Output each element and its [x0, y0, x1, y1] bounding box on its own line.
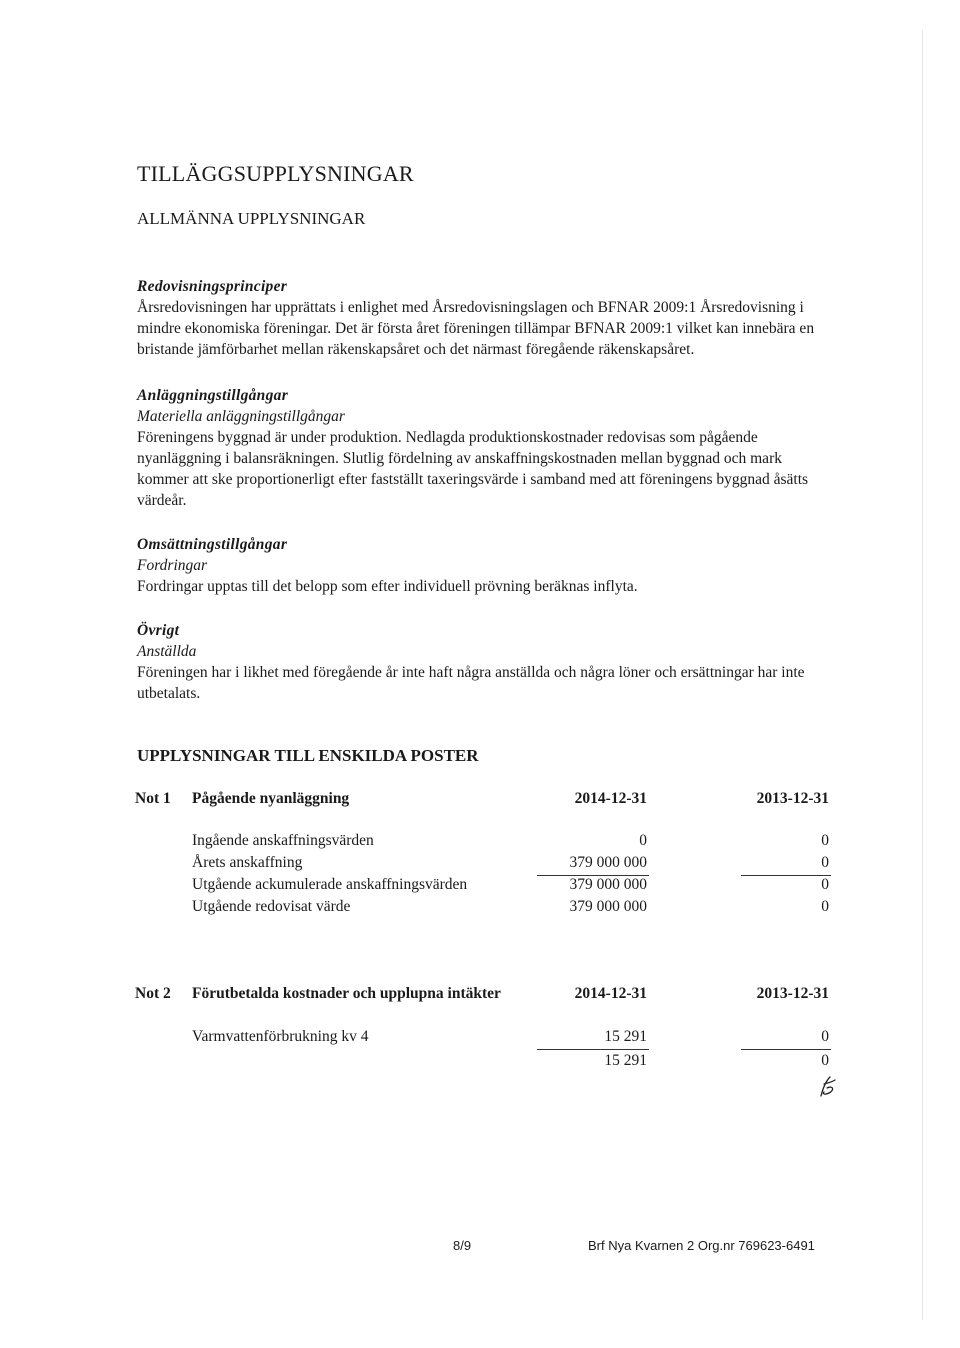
- row-label: Utgående ackumulerade anskaffningsvärden: [192, 876, 468, 893]
- column-header-2014: 2014-12-31: [574, 985, 647, 1002]
- sum-underline: [741, 1049, 831, 1050]
- enskilda-poster-heading: UPPLYSNINGAR TILL ENSKILDA POSTER: [137, 746, 479, 765]
- section-text: Årsredovisningen har upprättats i enlighet med Årsredovisningslagen och BFNAR 2009:1 Årsredovisning i mindre ekonomiska föreningar. Det är första året föreningen tillämpar BFNAR 2009:1 vilket kan innebära en bristande jämförbarhet mellan räkenskapsåret och det närmast föregående räkenskapsåret.: [137, 299, 815, 358]
- page-edge-line: [922, 30, 923, 1320]
- total-value-2014: 15 291: [604, 1052, 647, 1069]
- row-value-2014: 15 291: [604, 1028, 647, 1045]
- note-title: Pågående nyanläggning: [192, 790, 350, 807]
- row-label: Varmvattenförbrukning kv 4: [192, 1028, 369, 1045]
- row-value-2013: 0: [821, 1028, 829, 1045]
- general-heading: ALLMÄNNA UPPLYSNINGAR: [137, 209, 366, 228]
- section-subheading: Materiella anläggningstillgångar: [137, 408, 345, 425]
- section-text: Föreningen har i likhet med föregående år inte haft några anställda och några löner och ersättningar har inte utbetalats.: [137, 664, 805, 702]
- page-title: TILLÄGGSUPPLYSNINGAR: [137, 161, 414, 186]
- row-value-2013: 0: [821, 898, 829, 915]
- section-heading: Omsättningstillgångar: [137, 536, 288, 553]
- column-header-2013: 2013-12-31: [756, 985, 829, 1002]
- organization-footer: Brf Nya Kvarnen 2 Org.nr 769623-6491: [588, 1238, 815, 1253]
- section-redovisningsprinciper: [137, 276, 817, 360]
- page-number: 8/9: [453, 1238, 472, 1253]
- row-value-2014: 379 000 000: [569, 898, 647, 915]
- row-value-2014: 379 000 000: [569, 876, 647, 893]
- section-subheading: Fordringar: [137, 557, 208, 574]
- note-title: Förutbetalda kostnader och upplupna intäkter: [192, 985, 501, 1002]
- section-anlaggningstillgangar: [137, 385, 817, 511]
- section-heading: Redovisningsprinciper: [137, 278, 288, 295]
- sum-underline: [537, 1049, 649, 1050]
- section-text: Fordringar upptas till det belopp som efter individuell prövning beräknas inflyta.: [137, 578, 638, 595]
- row-value-2013: 0: [821, 854, 829, 871]
- section-omsattningstillgangar: [137, 534, 817, 597]
- section-ovrigt: [137, 620, 817, 704]
- section-heading: Övrigt: [137, 622, 180, 639]
- note-label: Not 2: [135, 985, 171, 1002]
- column-header-2014: 2014-12-31: [574, 790, 647, 807]
- handwritten-initials: [814, 1074, 840, 1100]
- row-value-2013: 0: [821, 876, 829, 893]
- sum-underline: [741, 875, 831, 876]
- row-label: Årets anskaffning: [192, 854, 303, 871]
- section-subheading: Anställda: [137, 643, 197, 660]
- note-label: Not 1: [135, 790, 171, 807]
- total-value-2013: 0: [821, 1052, 829, 1069]
- row-value-2014: 0: [639, 832, 647, 849]
- section-text: Föreningens byggnad är under produktion. Nedlagda produktionskostnader redovisas som pågående nyanläggning i balansräkningen. Slutlig fördelning av anskaffningskostnaden mellan byggnad och mark kommer att ske proportionerligt efter fastställt taxeringsvärde i samband med att föreningens byggnad åsätts värdeår.: [137, 429, 809, 509]
- row-value-2014: 379 000 000: [569, 854, 647, 871]
- section-heading: Anläggningstillgångar: [137, 387, 289, 404]
- column-header-2013: 2013-12-31: [756, 790, 829, 807]
- row-label: Utgående redovisat värde: [192, 898, 351, 915]
- row-value-2013: 0: [821, 832, 829, 849]
- row-label: Ingående anskaffningsvärden: [192, 832, 374, 849]
